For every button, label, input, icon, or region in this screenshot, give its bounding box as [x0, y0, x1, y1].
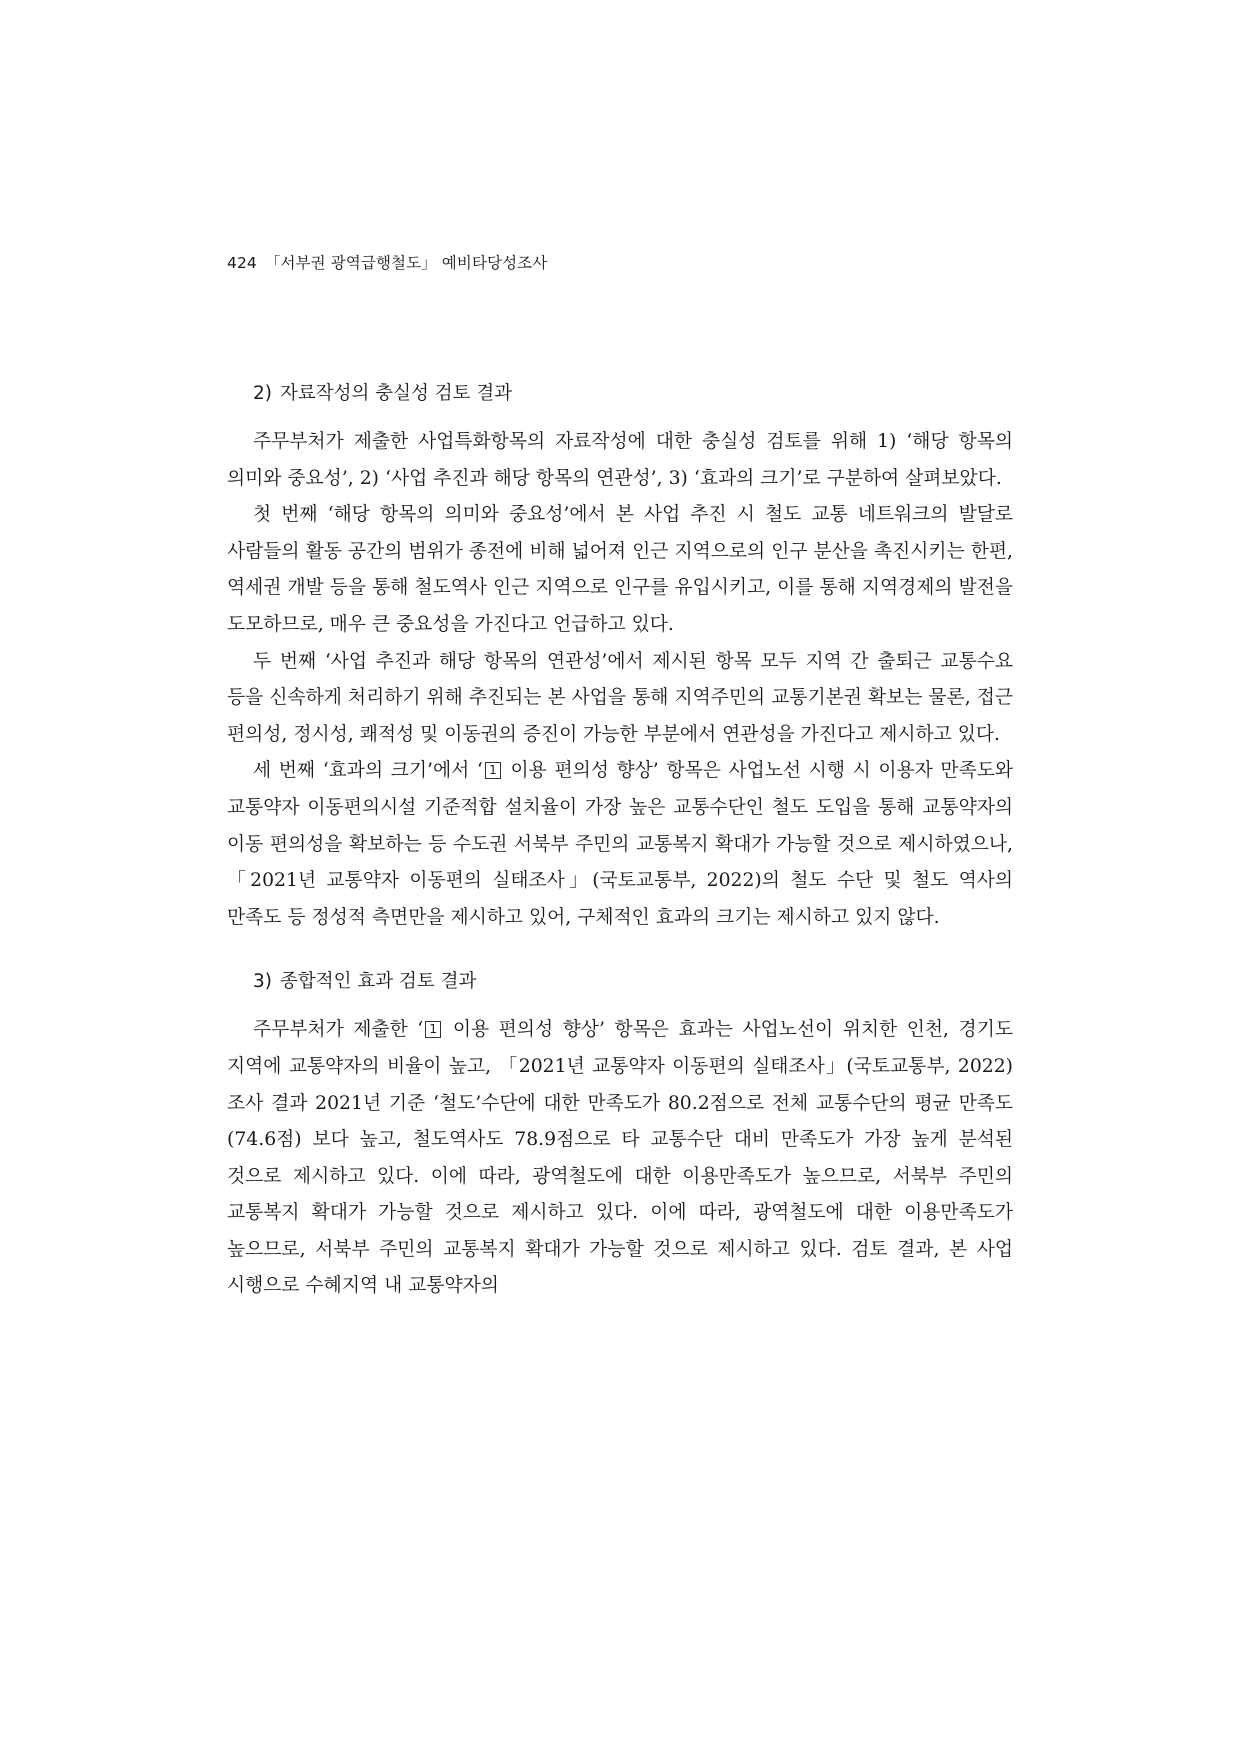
section-heading: [253, 376, 1013, 412]
section-title: 자료작성의 충실성 검토 결과: [280, 383, 513, 404]
report-title: 「서부권 광역급행철도」 예비타당성조사: [264, 254, 548, 272]
paragraph-text: 세 번째 ‘효과의 크기’에서 ‘: [253, 760, 483, 782]
paragraph-text: 이용 편의성 향상’ 항목은 사업노선 시행 시 이용자 만족도와 교통약자 이동편의시설 기준적합 설치율이 가장 높은 교통수단인 철도 도입을 통해 교통약자의 이동 편의성을 확보하는 등 수도권 서북부 주민의 교통복지 확대가 가능할 것으로 제시하였으나, 「2021년 교통약자 이동편의 실태조사」(국토교통부, 2022)의 철도 수단 및 철도 역사의 만족도 등 정성적 측면만을 제시하고 있어, 구체적인 효과의 크기는 제시하고 있지 않다.: [227, 760, 1014, 928]
section-data-completeness: [227, 376, 1013, 936]
section-title: 종합적인 효과 검토 결과: [280, 971, 477, 993]
paragraph: [227, 1012, 1013, 1305]
page-number: 424: [227, 254, 257, 272]
paragraph: 주무부처가 제출한 사업특화항목의 자료작성에 대한 충실성 검토를 위해 1) ‘해당 항목의 의미와 중요성’, 2) ‘사업 추진과 해당 항목의 연관성’, 3) ‘효과의 크기’로 구분하여 살펴보았다.: [227, 431, 1013, 489]
page-body: [227, 376, 1013, 1305]
section-number: 2): [253, 383, 272, 404]
section-heading: [253, 964, 1013, 1000]
paragraph: 첫 번째 ‘해당 항목의 의미와 중요성’에서 본 사업 추진 시 철도 교통 네트워크의 발달로 사람들의 활동 공간의 범위가 종전에 비해 넓어져 인근 지역으로의 인구 분산을 촉진시키는 한편, 역세권 개발 등을 통해 철도역사 인근 지역으로 인구를 유입시키고, 이를 통해 지역경제의 발전을 도모하므로, 매우 큰 중요성을 가진다고 언급하고 있다.: [227, 504, 1013, 635]
section-overall-effect: [227, 964, 1013, 1305]
boxed-item-number: 1: [425, 1021, 441, 1038]
paragraph-text: 주무부처가 제출한 ‘: [253, 1019, 424, 1041]
boxed-item-number: 1: [485, 762, 501, 779]
paragraph: [227, 753, 1013, 936]
paragraph-text: 이용 편의성 향상’ 항목은 효과는 사업노선이 위치한 인천, 경기도 지역에 교통약자의 비율이 높고, 「2021년 교통약자 이동편의 실태조사」(국토교통부, 2022) 조사 결과 2021년 기준 ‘철도’수단에 대한 만족도가 80.2점으로 전체 교통수단의 평균 만족도(74.6점) 보다 높고, 철도역사도 78.9점으로 타 교통수단 대비 만족도가 가장 높게 분석된 것으로 제시하고 있다. 이에 따라, 광역철도에 대한 이용만족도가 높으므로, 서북부 주민의 교통복지 확대가 가능할 것으로 제시하고 있다. 이에 따라, 광역철도에 대한 이용만족도가 높으므로, 서북부 주민의 교통복지 확대가 가능할 것으로 제시하고 있다. 검토 결과, 본 사업 시행으로 수혜지역 내 교통약자의: [227, 1019, 1013, 1297]
paragraph: 두 번째 ‘사업 추진과 해당 항목의 연관성’에서 제시된 항목 모두 지역 간 출퇴근 교통수요 등을 신속하게 처리하기 위해 추진되는 본 사업을 통해 지역주민의 교통기본권 확보는 물론, 접근 편의성, 정시성, 쾌적성 및 이동권의 증진이 가능한 부분에서 연관성을 가진다고 제시하고 있다.: [227, 650, 1013, 745]
running-header: [227, 251, 547, 273]
section-number: 3): [253, 971, 272, 993]
